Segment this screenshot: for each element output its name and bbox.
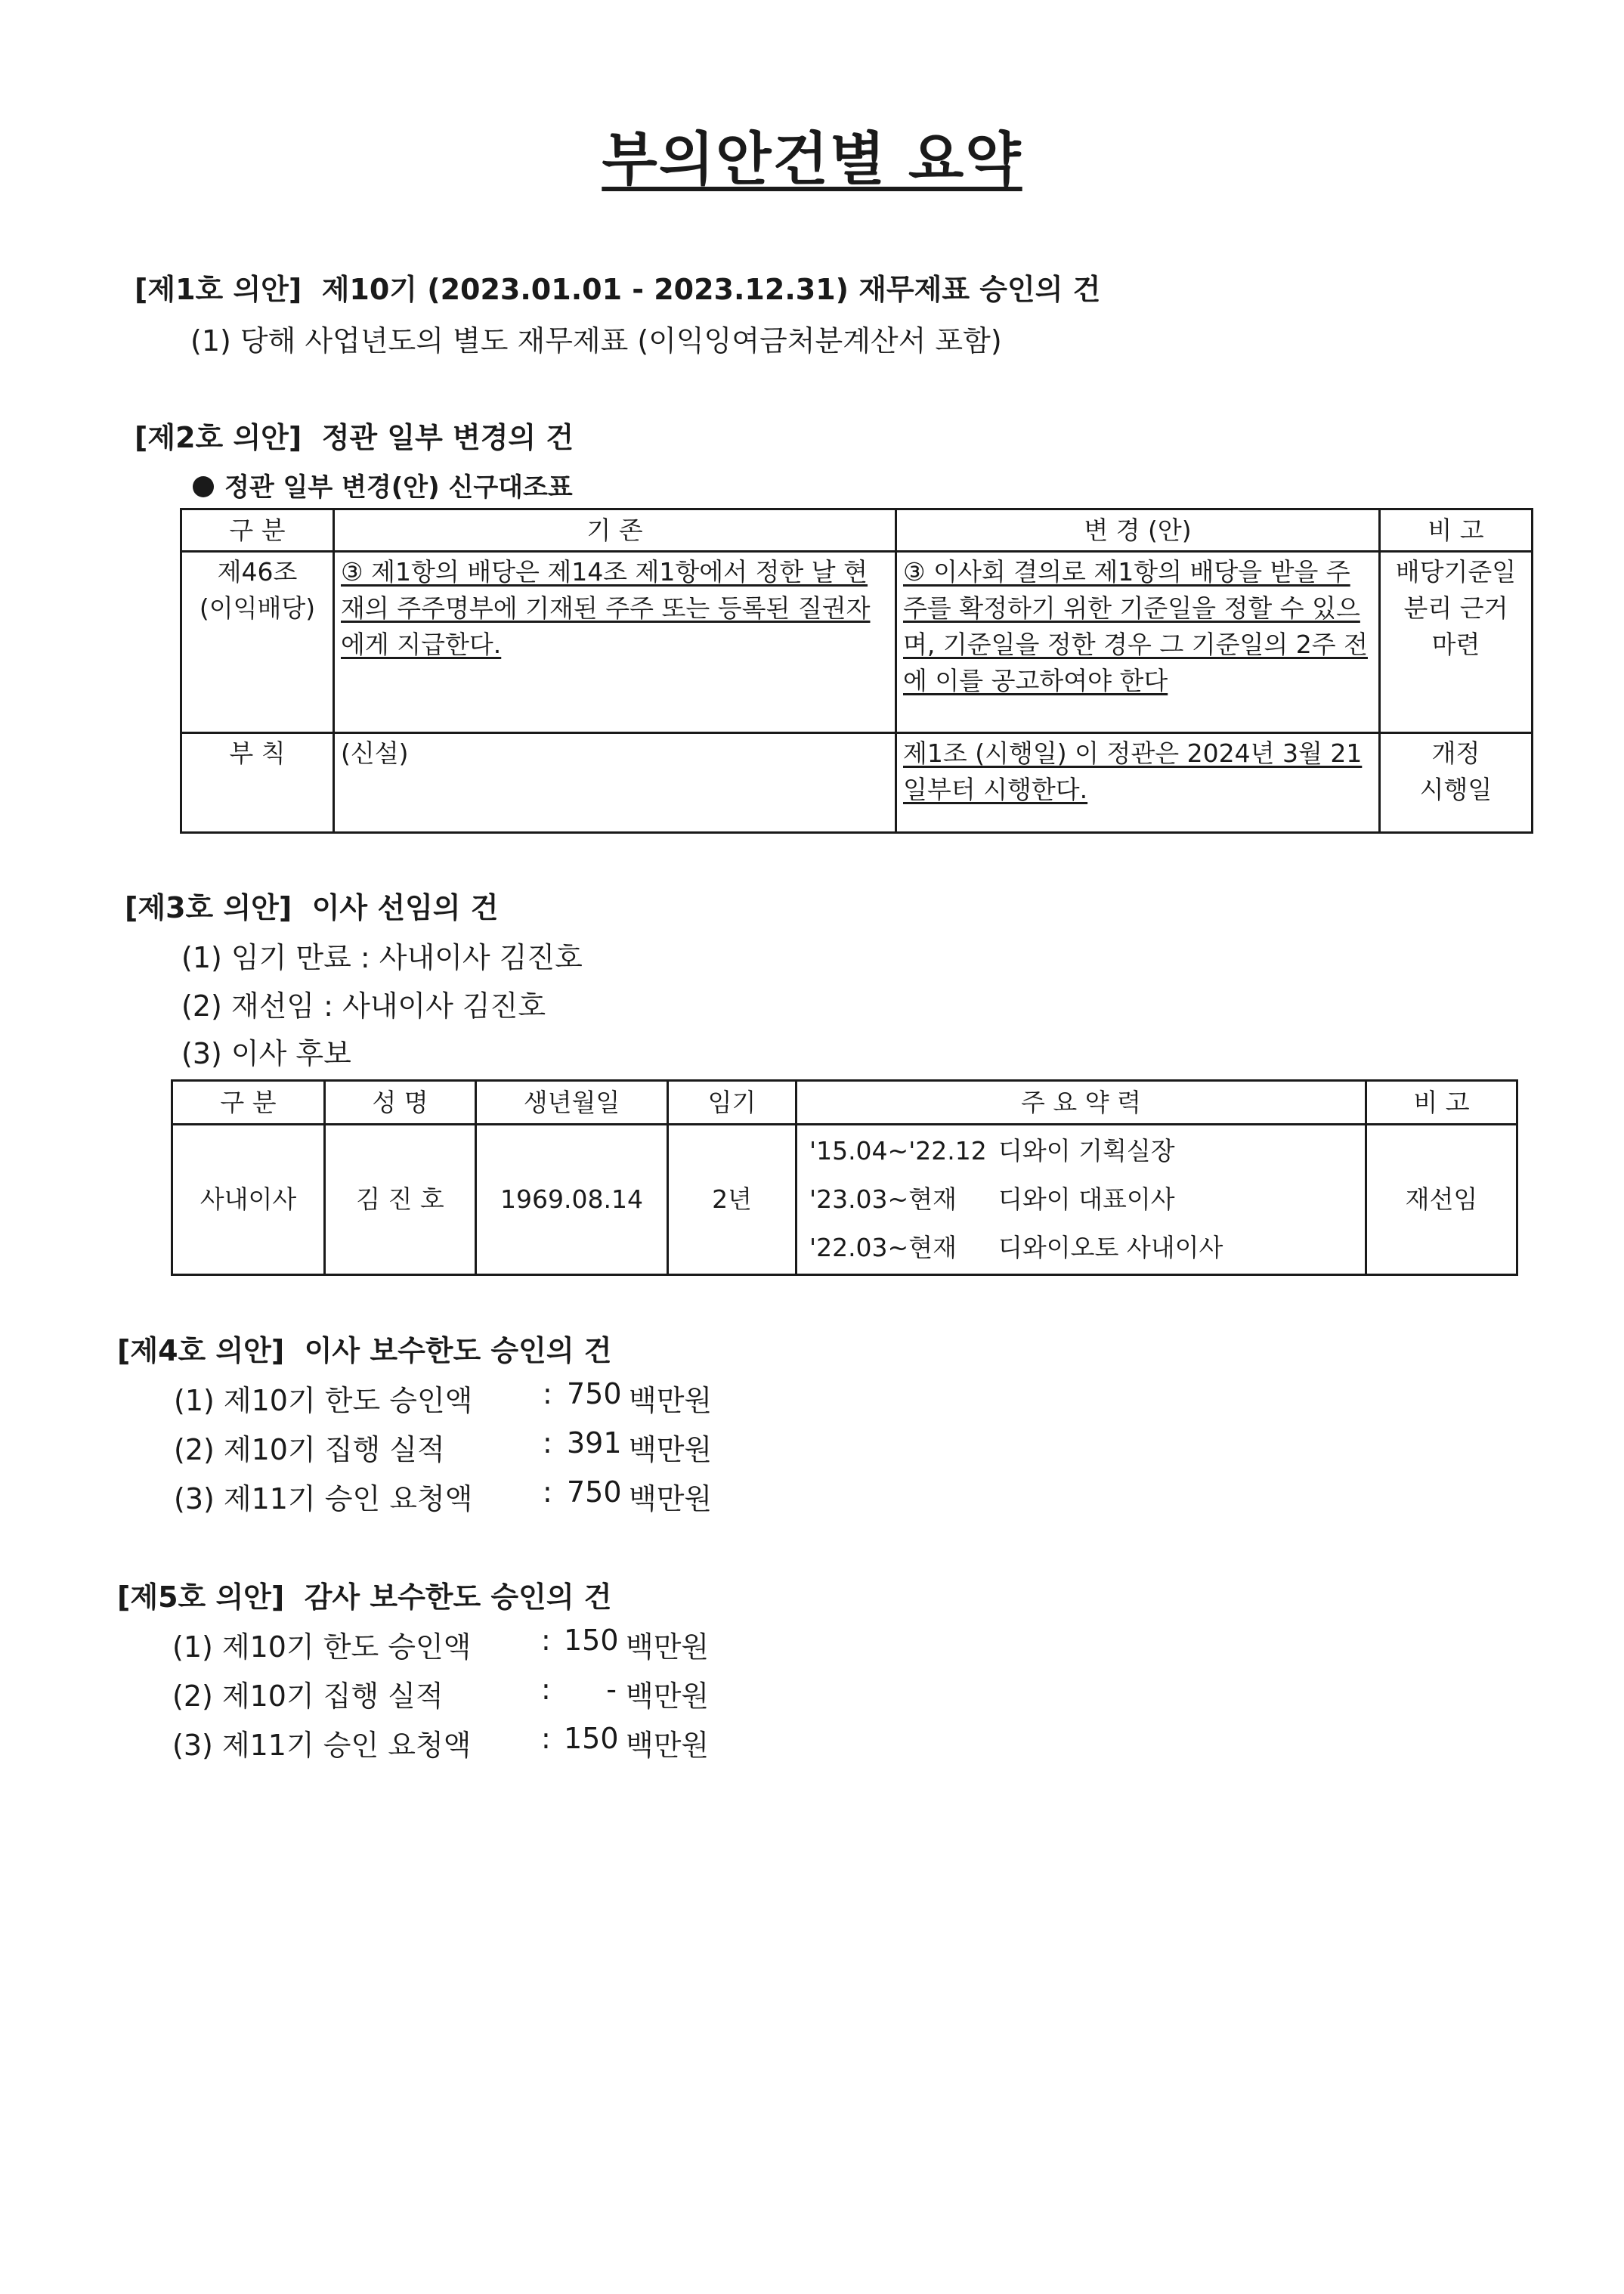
candidate-note: 재선임 <box>1366 1125 1517 1275</box>
header-category: 구 분 <box>172 1081 325 1125</box>
item-4-colon: : <box>543 1426 552 1460</box>
item-5-colon: : <box>541 1624 551 1657</box>
row-2-category: 부 칙 <box>181 733 334 833</box>
item-3-line-1: (1) 임기 만료 : 사내이사 김진호 <box>181 941 583 974</box>
item-3-tag: [제3호 의안] <box>125 891 292 924</box>
item-3-title: 이사 선임의 건 <box>311 891 499 924</box>
row-1-existing <box>334 552 896 733</box>
candidate-name: 김 진 호 <box>325 1125 476 1275</box>
row-2-amended-text: 제1조 (시행일) 이 정관은 2024년 3월 21일부터 시행한다. <box>903 738 1363 804</box>
item-2-subtitle: 정관 일부 변경(안) 신구대조표 <box>224 472 573 503</box>
candidate-category: 사내이사 <box>172 1125 325 1275</box>
header-term: 임기 <box>668 1081 797 1125</box>
item-5-label: (1) 제10기 한도 승인액 <box>172 1630 472 1664</box>
header-note: 비 고 <box>1366 1081 1517 1125</box>
career-period: '22.03~현재 <box>809 1233 957 1262</box>
item-2-subheading <box>193 466 573 503</box>
career-desc: 디와이오토 사내이사 <box>998 1233 1223 1262</box>
articles-comparison-table <box>180 508 1533 834</box>
candidate-career <box>797 1125 1366 1275</box>
item-1-heading <box>135 266 1100 308</box>
table-row <box>172 1125 1517 1275</box>
item-4-label: (1) 제10기 한도 승인액 <box>174 1384 473 1417</box>
row-1-category: 제46조 (이익배당) <box>181 552 334 733</box>
header-career: 주 요 약 력 <box>797 1081 1366 1125</box>
item-3-line-3: (3) 이사 후보 <box>181 1037 351 1070</box>
row-2-amended <box>896 733 1380 833</box>
career-item <box>809 1127 1359 1175</box>
item-2-tag: [제2호 의안] <box>135 421 302 454</box>
item-4-label: (3) 제11기 승인 요청액 <box>174 1482 473 1515</box>
header-note: 비 고 <box>1380 509 1533 552</box>
item-5-heading <box>117 1574 612 1615</box>
item-4-tag: [제4호 의안] <box>117 1334 285 1367</box>
item-5-value: - <box>606 1673 617 1706</box>
table-row <box>181 552 1533 733</box>
item-5-colon: : <box>541 1673 551 1706</box>
row-1-amended-text: ③ 이사회 결의로 제1항의 배당을 받을 주주를 확정하기 위한 기준일을 정할 수 있으며, 기준일을 정한 경우 그 기준일의 2주 전에 이를 공고하여야 한다 <box>903 557 1368 695</box>
item-5-tag: [제5호 의안] <box>117 1580 285 1614</box>
item-4-value: 750 <box>567 1475 622 1509</box>
table-row <box>181 733 1533 833</box>
item-1-title: 제10기 (2023.01.01 - 2023.12.31) 재무제표 승인의 건 <box>321 273 1101 306</box>
header-amended: 변 경 (안) <box>896 509 1380 552</box>
item-5-unit: 백만원 <box>626 1729 710 1762</box>
item-4-title: 이사 보수한도 승인의 건 <box>304 1334 612 1367</box>
career-item <box>809 1175 1359 1224</box>
row-2-note: 개정 시행일 <box>1380 733 1533 833</box>
item-4-colon: : <box>543 1377 552 1410</box>
item-3-heading <box>125 884 498 926</box>
item-4-value: 750 <box>567 1377 622 1410</box>
header-category: 구 분 <box>181 509 334 552</box>
item-4-label: (2) 제10기 집행 실적 <box>174 1433 445 1466</box>
table-header-row <box>172 1081 1517 1125</box>
career-period: '23.03~현재 <box>809 1184 957 1214</box>
candidate-birth: 1969.08.14 <box>476 1125 668 1275</box>
header-existing: 기 존 <box>334 509 896 552</box>
item-5-unit: 백만원 <box>626 1679 710 1713</box>
item-5-value: 150 <box>564 1722 619 1755</box>
table-header-row <box>181 509 1533 552</box>
career-desc: 디와이 기획실장 <box>998 1136 1175 1166</box>
item-4-colon: : <box>543 1475 552 1509</box>
item-1-tag: [제1호 의안] <box>135 273 302 306</box>
career-period: '15.04~'22.12 <box>809 1136 987 1166</box>
item-3-line-2: (2) 재선임 : 사내이사 김진호 <box>181 989 546 1023</box>
item-4-value: 391 <box>567 1426 622 1460</box>
item-5-colon: : <box>541 1722 551 1755</box>
item-4-unit: 백만원 <box>629 1482 713 1515</box>
page-title: 부의안건별 요약 <box>602 125 1022 193</box>
row-2-existing: (신설) <box>334 733 896 833</box>
item-1-line: (1) 당해 사업년도의 별도 재무제표 (이익잉여금처분계산서 포함) <box>190 324 1002 358</box>
row-1-existing-text: ③ 제1항의 배당은 제14조 제1항에서 정한 날 현재의 주주명부에 기재된 주주 또는 등록된 질권자에게 지급한다. <box>341 557 871 659</box>
bullet-icon <box>193 476 214 497</box>
career-item <box>809 1224 1359 1272</box>
career-desc: 디와이 대표이사 <box>998 1184 1175 1214</box>
director-candidate-table <box>171 1079 1518 1276</box>
item-4-unit: 백만원 <box>629 1433 713 1466</box>
header-name: 성 명 <box>325 1081 476 1125</box>
item-5-unit: 백만원 <box>626 1630 710 1664</box>
item-4-heading <box>117 1327 612 1369</box>
item-5-label: (3) 제11기 승인 요청액 <box>172 1729 472 1762</box>
item-2-title: 정관 일부 변경의 건 <box>321 421 574 454</box>
row-1-amended <box>896 552 1380 733</box>
candidate-term: 2년 <box>668 1125 797 1275</box>
item-5-value: 150 <box>564 1624 619 1657</box>
item-5-title: 감사 보수한도 승인의 건 <box>304 1580 612 1614</box>
row-1-note: 배당기준일 분리 근거 마련 <box>1380 552 1533 733</box>
header-birth: 생년월일 <box>476 1081 668 1125</box>
item-2-heading <box>135 414 574 456</box>
item-4-unit: 백만원 <box>629 1384 713 1417</box>
item-5-label: (2) 제10기 집행 실적 <box>172 1679 444 1713</box>
